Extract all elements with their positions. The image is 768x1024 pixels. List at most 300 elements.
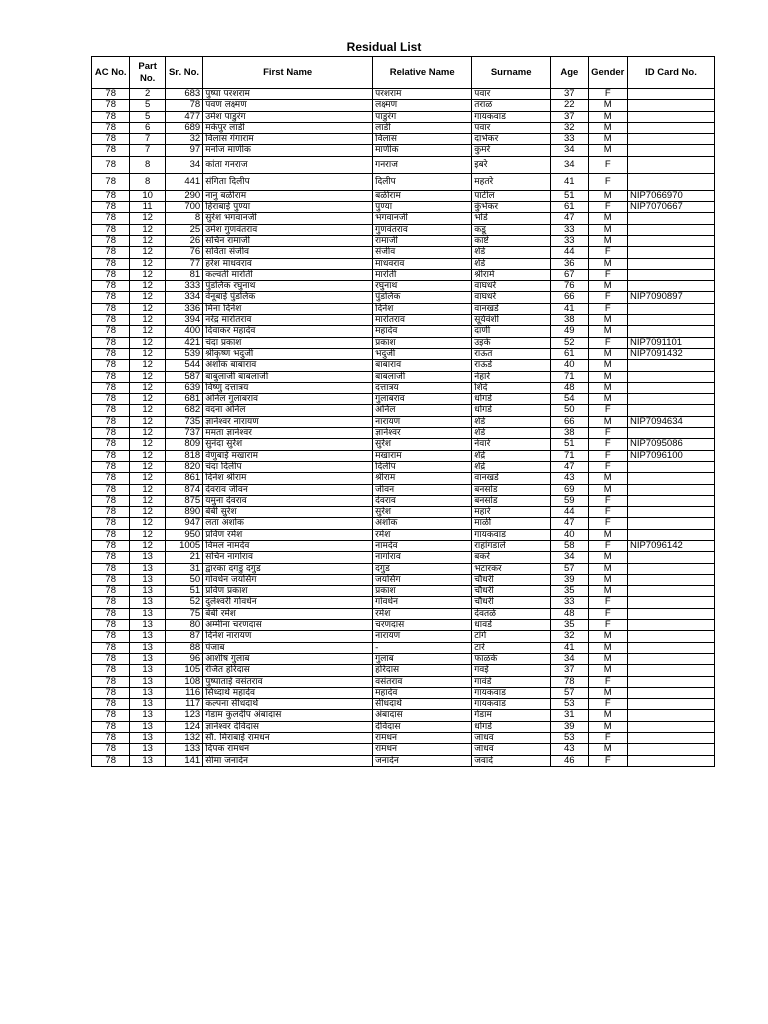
ac-no-cell: 78: [92, 653, 130, 664]
ac-no-cell: 78: [92, 699, 130, 710]
ac-no-cell: 78: [92, 145, 130, 156]
gender-cell: F: [588, 597, 627, 608]
sr-no-cell: 861: [165, 473, 202, 484]
table-row: [92, 303, 715, 314]
ac-no-cell: 78: [92, 744, 130, 755]
table-row: [92, 574, 715, 585]
part-no-cell: 13: [130, 653, 165, 664]
first-name-cell: विष्णु दत्तात्रय: [203, 382, 373, 393]
sr-no-cell: 587: [165, 371, 202, 382]
age-cell: 47: [551, 518, 588, 529]
ac-no-cell: 78: [92, 405, 130, 416]
surname-cell: पवार: [472, 122, 551, 133]
table-row: [92, 405, 715, 416]
table-row: [92, 552, 715, 563]
relative-name-cell: पुण्या: [373, 202, 472, 213]
age-cell: 71: [551, 371, 588, 382]
col-header-part-no: Part No.: [130, 57, 165, 89]
table-row: [92, 461, 715, 472]
table-row: [92, 156, 715, 173]
ac-no-cell: 78: [92, 213, 130, 224]
gender-cell: M: [588, 665, 627, 676]
ac-no-cell: 78: [92, 190, 130, 201]
relative-name-cell: जनार्दन: [373, 755, 472, 766]
gender-cell: M: [588, 100, 627, 111]
part-no-cell: 12: [130, 405, 165, 416]
id-card-cell: [627, 394, 714, 405]
gender-cell: F: [588, 292, 627, 303]
surname-cell: राऊडे: [472, 360, 551, 371]
id-card-cell: [627, 755, 714, 766]
part-no-cell: 2: [130, 89, 165, 100]
table-row: [92, 744, 715, 755]
table-row: [92, 269, 715, 280]
sr-no-cell: 874: [165, 484, 202, 495]
surname-cell: कुंभेकर: [472, 202, 551, 213]
table-row: [92, 653, 715, 664]
table-row: [92, 631, 715, 642]
id-card-cell: [627, 360, 714, 371]
first-name-cell: ज्ञानेश्वर नारायण: [203, 416, 373, 427]
sr-no-cell: 76: [165, 247, 202, 258]
ac-no-cell: 78: [92, 721, 130, 732]
age-cell: 51: [551, 439, 588, 450]
table-row: [92, 450, 715, 461]
part-no-cell: 5: [130, 100, 165, 111]
relative-name-cell: अंबादास: [373, 710, 472, 721]
relative-name-cell: नारायण: [373, 416, 472, 427]
first-name-cell: प्रविण रमेश: [203, 529, 373, 540]
sr-no-cell: 336: [165, 303, 202, 314]
gender-cell: M: [588, 213, 627, 224]
first-name-cell: पंजाब: [203, 642, 373, 653]
ac-no-cell: 78: [92, 552, 130, 563]
id-card-cell: [627, 620, 714, 631]
first-name-cell: प्रविण प्रकाश: [203, 586, 373, 597]
age-cell: 67: [551, 269, 588, 280]
surname-cell: गेडाम: [472, 710, 551, 721]
gender-cell: M: [588, 145, 627, 156]
id-card-cell: [627, 484, 714, 495]
part-no-cell: 12: [130, 507, 165, 518]
gender-cell: F: [588, 620, 627, 631]
age-cell: 47: [551, 461, 588, 472]
ac-no-cell: 78: [92, 563, 130, 574]
surname-cell: शेंडे: [472, 428, 551, 439]
gender-cell: M: [588, 653, 627, 664]
ac-no-cell: 78: [92, 495, 130, 506]
ac-no-cell: 78: [92, 540, 130, 551]
first-name-cell: उमेश गुणवंतराव: [203, 224, 373, 235]
table-row: [92, 620, 715, 631]
sr-no-cell: 639: [165, 382, 202, 393]
part-no-cell: 13: [130, 642, 165, 653]
surname-cell: जवादे: [472, 755, 551, 766]
id-card-cell: [627, 303, 714, 314]
gender-cell: M: [588, 552, 627, 563]
col-header-sr-no: Sr. No.: [165, 57, 202, 89]
age-cell: 31: [551, 710, 588, 721]
ac-no-cell: 78: [92, 574, 130, 585]
ac-no-cell: 78: [92, 710, 130, 721]
id-card-cell: NIP7094634: [627, 416, 714, 427]
ac-no-cell: 78: [92, 676, 130, 687]
age-cell: 76: [551, 281, 588, 292]
id-card-cell: [627, 315, 714, 326]
part-no-cell: 12: [130, 394, 165, 405]
relative-name-cell: देवराव: [373, 495, 472, 506]
sr-no-cell: 890: [165, 507, 202, 518]
ac-no-cell: 78: [92, 326, 130, 337]
relative-name-cell: विलास: [373, 134, 472, 145]
relative-name-cell: हरिदास: [373, 665, 472, 676]
col-header-ac-no: AC No.: [92, 57, 130, 89]
age-cell: 57: [551, 563, 588, 574]
relative-name-cell: रामाजी: [373, 235, 472, 246]
id-card-cell: [627, 642, 714, 653]
id-card-cell: [627, 710, 714, 721]
sr-no-cell: 875: [165, 495, 202, 506]
surname-cell: गायकवाड: [472, 699, 551, 710]
table-row: [92, 733, 715, 744]
gender-cell: M: [588, 348, 627, 359]
first-name-cell: वेनूबाई पुंडलिक: [203, 292, 373, 303]
part-no-cell: 12: [130, 461, 165, 472]
table-row: [92, 529, 715, 540]
age-cell: 39: [551, 574, 588, 585]
id-card-cell: NIP7070667: [627, 202, 714, 213]
part-no-cell: 13: [130, 676, 165, 687]
surname-cell: नेवारे: [472, 439, 551, 450]
surname-cell: पाटील: [472, 190, 551, 201]
age-cell: 38: [551, 315, 588, 326]
table-row: [92, 540, 715, 551]
relative-name-cell: मखाराम: [373, 450, 472, 461]
first-name-cell: नानु बळीराम: [203, 190, 373, 201]
first-name-cell: दिनेश नारायण: [203, 631, 373, 642]
gender-cell: M: [588, 190, 627, 201]
ac-no-cell: 78: [92, 202, 130, 213]
first-name-cell: पवण लक्ष्मण: [203, 100, 373, 111]
gender-cell: M: [588, 315, 627, 326]
gender-cell: F: [588, 461, 627, 472]
ac-no-cell: 78: [92, 224, 130, 235]
id-card-cell: [627, 733, 714, 744]
table-row: [92, 326, 715, 337]
relative-name-cell: गुलाब: [373, 653, 472, 664]
table-row: [92, 642, 715, 653]
first-name-cell: नरेंद्र मारोतराव: [203, 315, 373, 326]
sr-no-cell: 77: [165, 258, 202, 269]
surname-cell: उइके: [472, 337, 551, 348]
surname-cell: काष्टे: [472, 235, 551, 246]
gender-cell: M: [588, 586, 627, 597]
relative-name-cell: नागोराव: [373, 552, 472, 563]
table-row: [92, 608, 715, 619]
surname-cell: दाभेकर: [472, 134, 551, 145]
id-card-cell: [627, 122, 714, 133]
gender-cell: M: [588, 235, 627, 246]
gender-cell: M: [588, 281, 627, 292]
relative-name-cell: वसंतराव: [373, 676, 472, 687]
table-row: [92, 111, 715, 122]
sr-no-cell: 51: [165, 586, 202, 597]
gender-cell: F: [588, 518, 627, 529]
first-name-cell: गोवर्धन जयसिंग: [203, 574, 373, 585]
id-card-cell: [627, 213, 714, 224]
relative-name-cell: श्रीराम: [373, 473, 472, 484]
relative-name-cell: भदुजी: [373, 348, 472, 359]
age-cell: 71: [551, 450, 588, 461]
sr-no-cell: 333: [165, 281, 202, 292]
first-name-cell: अशोक बाबाराव: [203, 360, 373, 371]
ac-no-cell: 78: [92, 315, 130, 326]
age-cell: 32: [551, 631, 588, 642]
surname-cell: शेंद्रे: [472, 461, 551, 472]
first-name-cell: सुनंदा सुरेश: [203, 439, 373, 450]
ac-no-cell: 78: [92, 89, 130, 100]
age-cell: 37: [551, 111, 588, 122]
sr-no-cell: 394: [165, 315, 202, 326]
table-body: [92, 89, 715, 767]
relative-name-cell: दगुड: [373, 563, 472, 574]
part-no-cell: 13: [130, 631, 165, 642]
relative-name-cell: दिलीप: [373, 173, 472, 190]
first-name-cell: हरेश माधवराव: [203, 258, 373, 269]
col-header-first-name: First Name: [203, 57, 373, 89]
part-no-cell: 13: [130, 574, 165, 585]
gender-cell: F: [588, 540, 627, 551]
sr-no-cell: 25: [165, 224, 202, 235]
id-card-cell: NIP7096100: [627, 450, 714, 461]
relative-name-cell: रमेश: [373, 529, 472, 540]
part-no-cell: 12: [130, 518, 165, 529]
table-row: [92, 371, 715, 382]
surname-cell: धोंगडे: [472, 405, 551, 416]
sr-no-cell: 80: [165, 620, 202, 631]
surname-cell: सूर्यवंशी: [472, 315, 551, 326]
gender-cell: F: [588, 676, 627, 687]
relative-name-cell: -: [373, 642, 472, 653]
ac-no-cell: 78: [92, 111, 130, 122]
col-header-surname: Surname: [472, 57, 551, 89]
ac-no-cell: 78: [92, 642, 130, 653]
id-card-cell: [627, 258, 714, 269]
first-name-cell: चंदा दिलीप: [203, 461, 373, 472]
surname-cell: टांगे: [472, 631, 551, 642]
part-no-cell: 7: [130, 145, 165, 156]
relative-name-cell: बाबाराव: [373, 360, 472, 371]
table-row: [92, 145, 715, 156]
table-row: [92, 202, 715, 213]
table-row: [92, 507, 715, 518]
relative-name-cell: महादेव: [373, 326, 472, 337]
gender-cell: M: [588, 710, 627, 721]
table-row: [92, 394, 715, 405]
first-name-cell: पुंडलिक रघुनाथ: [203, 281, 373, 292]
table-row: [92, 416, 715, 427]
age-cell: 66: [551, 292, 588, 303]
relative-name-cell: नारायण: [373, 631, 472, 642]
ac-no-cell: 78: [92, 608, 130, 619]
sr-no-cell: 96: [165, 653, 202, 664]
part-no-cell: 8: [130, 156, 165, 173]
first-name-cell: मकेपुर लाडी: [203, 122, 373, 133]
part-no-cell: 12: [130, 529, 165, 540]
id-card-cell: [627, 145, 714, 156]
part-no-cell: 12: [130, 428, 165, 439]
surname-cell: वानखडे: [472, 303, 551, 314]
ac-no-cell: 78: [92, 507, 130, 518]
part-no-cell: 12: [130, 213, 165, 224]
surname-cell: चौधरी: [472, 574, 551, 585]
table-row: [92, 190, 715, 201]
id-card-cell: [627, 721, 714, 732]
id-card-cell: [627, 269, 714, 280]
part-no-cell: 12: [130, 348, 165, 359]
id-card-cell: [627, 744, 714, 755]
table-row: [92, 292, 715, 303]
sr-no-cell: 683: [165, 89, 202, 100]
first-name-cell: पुष्पा परशराम: [203, 89, 373, 100]
age-cell: 40: [551, 529, 588, 540]
sr-no-cell: 81: [165, 269, 202, 280]
gender-cell: F: [588, 405, 627, 416]
first-name-cell: द्वारका दगडु दगुड: [203, 563, 373, 574]
sr-no-cell: 78: [165, 100, 202, 111]
surname-cell: इबरे: [472, 156, 551, 173]
part-no-cell: 12: [130, 495, 165, 506]
id-card-cell: [627, 665, 714, 676]
sr-no-cell: 334: [165, 292, 202, 303]
table-row: [92, 134, 715, 145]
id-card-cell: [627, 597, 714, 608]
age-cell: 43: [551, 473, 588, 484]
first-name-cell: बेबी सुरेश: [203, 507, 373, 518]
relative-name-cell: रघुनाथ: [373, 281, 472, 292]
part-no-cell: 11: [130, 202, 165, 213]
part-no-cell: 13: [130, 755, 165, 766]
surname-cell: शिंदे: [472, 382, 551, 393]
age-cell: 35: [551, 620, 588, 631]
table-row: [92, 382, 715, 393]
sr-no-cell: 8: [165, 213, 202, 224]
sr-no-cell: 539: [165, 348, 202, 359]
sr-no-cell: 34: [165, 156, 202, 173]
part-no-cell: 12: [130, 269, 165, 280]
surname-cell: शेंद्रे: [472, 450, 551, 461]
id-card-cell: [627, 461, 714, 472]
id-card-cell: [627, 574, 714, 585]
part-no-cell: 12: [130, 258, 165, 269]
gender-cell: M: [588, 687, 627, 698]
surname-cell: गायकवाड: [472, 529, 551, 540]
ac-no-cell: 78: [92, 100, 130, 111]
gender-cell: M: [588, 631, 627, 642]
sr-no-cell: 105: [165, 665, 202, 676]
first-name-cell: कांता गनराज: [203, 156, 373, 173]
age-cell: 51: [551, 190, 588, 201]
gender-cell: M: [588, 122, 627, 133]
age-cell: 35: [551, 586, 588, 597]
table-row: [92, 173, 715, 190]
ac-no-cell: 78: [92, 597, 130, 608]
age-cell: 57: [551, 687, 588, 698]
surname-cell: चौधरी: [472, 586, 551, 597]
col-header-gender: Gender: [588, 57, 627, 89]
age-cell: 59: [551, 495, 588, 506]
surname-cell: तराळ: [472, 100, 551, 111]
part-no-cell: 12: [130, 315, 165, 326]
part-no-cell: 12: [130, 450, 165, 461]
id-card-cell: [627, 111, 714, 122]
relative-name-cell: मारोतराव: [373, 315, 472, 326]
sr-no-cell: 26: [165, 235, 202, 246]
sr-no-cell: 124: [165, 721, 202, 732]
col-header-age: Age: [551, 57, 588, 89]
age-cell: 22: [551, 100, 588, 111]
surname-cell: धावडे: [472, 620, 551, 631]
ac-no-cell: 78: [92, 428, 130, 439]
sr-no-cell: 75: [165, 608, 202, 619]
relative-name-cell: पुंडलिक: [373, 292, 472, 303]
part-no-cell: 12: [130, 360, 165, 371]
ac-no-cell: 78: [92, 439, 130, 450]
sr-no-cell: 809: [165, 439, 202, 450]
part-no-cell: 13: [130, 710, 165, 721]
id-card-cell: [627, 586, 714, 597]
age-cell: 61: [551, 348, 588, 359]
sr-no-cell: 108: [165, 676, 202, 687]
age-cell: 34: [551, 653, 588, 664]
table-row: [92, 439, 715, 450]
header-row: [92, 57, 715, 89]
relative-name-cell: सुरेश: [373, 439, 472, 450]
first-name-cell: सचिन रामाजी: [203, 235, 373, 246]
part-no-cell: 12: [130, 224, 165, 235]
relative-name-cell: महादेव: [373, 687, 472, 698]
first-name-cell: उमेश पाडुरंग: [203, 111, 373, 122]
table-row: [92, 89, 715, 100]
id-card-cell: [627, 631, 714, 642]
surname-cell: राऊत: [472, 348, 551, 359]
age-cell: 58: [551, 540, 588, 551]
age-cell: 50: [551, 405, 588, 416]
id-card-cell: NIP7091432: [627, 348, 714, 359]
part-no-cell: 13: [130, 552, 165, 563]
age-cell: 52: [551, 337, 588, 348]
sr-no-cell: 32: [165, 134, 202, 145]
surname-cell: बनसोड: [472, 495, 551, 506]
sr-no-cell: 123: [165, 710, 202, 721]
table-row: [92, 755, 715, 766]
relative-name-cell: माणीक: [373, 145, 472, 156]
table-row: [92, 518, 715, 529]
part-no-cell: 12: [130, 326, 165, 337]
sr-no-cell: 141: [165, 755, 202, 766]
sr-no-cell: 737: [165, 428, 202, 439]
id-card-cell: [627, 89, 714, 100]
part-no-cell: 12: [130, 416, 165, 427]
gender-cell: M: [588, 529, 627, 540]
first-name-cell: अनिल गुलाबराव: [203, 394, 373, 405]
table-row: [92, 235, 715, 246]
gender-cell: F: [588, 202, 627, 213]
id-card-cell: [627, 173, 714, 190]
relative-name-cell: गुणवंतराव: [373, 224, 472, 235]
table-row: [92, 100, 715, 111]
sr-no-cell: 735: [165, 416, 202, 427]
